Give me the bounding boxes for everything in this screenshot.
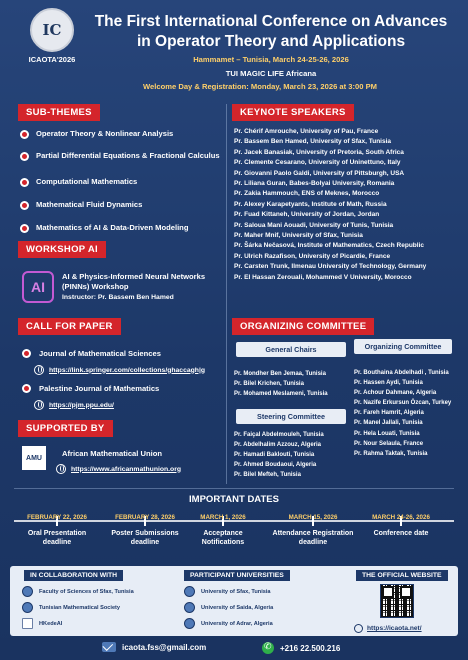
title-line-1: The First International Conference on Advances [94, 13, 448, 30]
column-divider [226, 104, 227, 484]
keynote-speaker: Pr. Jacek Banasiak, University of Pretoria, South Africa [234, 148, 404, 156]
committee-member: Pr. Rahma Taktak, Tunisia [354, 450, 428, 457]
bullet-icon [20, 130, 29, 139]
globe-icon [56, 464, 66, 474]
date-event: Conference date [373, 530, 429, 537]
committee-member: Pr. Fareh Hamrit, Algeria [354, 410, 424, 417]
journal-link[interactable]: https://pjm.ppu.edu/ [49, 401, 114, 409]
whatsapp-icon [262, 642, 274, 654]
collaborator-name: Tunisian Mathematical Society [39, 604, 121, 611]
globe-icon [34, 400, 44, 410]
website-link[interactable]: https://icaota.net/ [367, 625, 422, 632]
globe-icon [354, 624, 363, 633]
university-logo-icon [184, 586, 195, 597]
organizing-committee-label: ORGANIZING COMMITTEE [232, 318, 374, 335]
supported-by-label: SUPPORTED BY [18, 420, 113, 437]
keynote-speaker: Pr. Clemente Cesarano, University of Uninettuno, Italy [234, 159, 401, 167]
workshop-title: AI & Physics-Informed Neural Networks (PINNs) Workshop [62, 272, 206, 291]
date-value: FEBRUARY 28, 2026 [115, 514, 175, 521]
keynote-speaker: Pr. Giovanni Paolo Galdi, University of Pittsburgh, USA [234, 169, 405, 177]
neural-network-icon [22, 271, 54, 303]
amu-logo [22, 446, 46, 470]
committee-member: Pr. Bouthaina Abdelhadi , Tunisia [354, 370, 449, 376]
phone-text[interactable]: +216 22.500.216 [280, 643, 341, 653]
committee-member: Pr. Hassen Aydi, Tunisia [354, 380, 423, 387]
committee-member: Pr. Ahmed Boudaoui, Algeria [234, 462, 317, 469]
journal-link[interactable]: https://link.springer.com/collections/ghaccagh|g [49, 366, 205, 374]
committee-member: Pr. Abdelhalim Azzouz, Algeria [234, 442, 322, 449]
collaboration-label: IN COLLABORATION WITH [24, 570, 123, 581]
universities-label: PARTICIPANT UNIVERSITIES [184, 570, 290, 581]
theme-item [20, 200, 224, 210]
committee-member: Pr. Nour Selaula, France [354, 440, 424, 447]
keynote-speaker: Pr. Carsten Trunk, Ilmenau University of Technology, Germany [234, 263, 427, 271]
committee-member: Pr. Hela Louati, Tunisia [354, 430, 420, 437]
mail-icon [102, 642, 116, 652]
university-name: University of Adrar, Algeria [201, 620, 273, 627]
collaborator-name: HKedeAI [39, 620, 63, 627]
bullet-icon [20, 201, 29, 210]
footer [0, 638, 468, 660]
committee-member: Pr. Bilel Krichen, Tunisia [234, 381, 304, 388]
email-text[interactable]: icaota.fss@gmail.com [122, 642, 207, 652]
collaborator-item [22, 586, 134, 597]
steering-committee-label: Steering Committee [236, 409, 346, 424]
date-item [182, 514, 264, 547]
journal-link-row[interactable] [34, 365, 205, 375]
committee-member: Pr. Faiçal Abdelmouleh, Tunisia [234, 432, 324, 438]
amu-logo-text: AMU [26, 454, 42, 462]
keynote-speaker: Pr. Liliana Guran, Babes-Bolyai University, Romania [234, 180, 395, 188]
theme-text: Computational Mathematics [36, 177, 138, 186]
globe-icon [34, 365, 44, 375]
date-value: MARCH 24-26, 2026 [372, 514, 430, 521]
bullet-icon [20, 178, 29, 187]
committee-member: Pr. Mohamed Meslameni, Tunisia [234, 391, 328, 398]
supporter-name: African Mathematical Union [62, 449, 163, 458]
keynote-speaker: Pr. Bassem Ben Hamed, University of Sfax, Tunisia [234, 138, 392, 146]
date-value: MARCH 15, 2026 [288, 514, 338, 521]
date-item [16, 514, 98, 547]
committee-member: Pr. Achour Dahmane, Algeria [354, 390, 437, 397]
bullet-icon [20, 224, 29, 233]
bullet-icon [22, 349, 31, 358]
date-event: Attendance Registration deadline [272, 530, 354, 546]
supporter-link[interactable]: https://www.africanmathunion.org [71, 465, 182, 473]
important-dates-title: IMPORTANT DATES [189, 494, 279, 505]
university-item [184, 602, 273, 613]
call-for-paper-label: CALL FOR PAPER [18, 318, 121, 335]
date-value: FEBRUARY 22, 2026 [27, 514, 87, 521]
keynote-speaker: Pr. Šárka Nečasová, Institute of Mathematics, Czech Republic [234, 242, 425, 250]
header [0, 0, 468, 100]
university-name: University of Sfax, Tunisia [201, 588, 271, 595]
date-event: Oral Presentation deadline [27, 530, 87, 546]
bullet-icon [20, 152, 29, 161]
supporter-link-row[interactable] [56, 464, 181, 474]
university-name: University of Saida, Algeria [201, 604, 274, 611]
hkedeai-logo-icon [22, 618, 33, 629]
theme-item [20, 151, 224, 161]
keynote-speaker: Pr. Chérif Amrouche, University of Pau, France [234, 128, 379, 135]
workshop-instructor: Instructor: Pr. Bassem Ben Hamed [62, 294, 174, 301]
keynote-speaker: Pr. Maher Mnif, University of Sfax, Tunisia [234, 232, 363, 240]
theme-text: Partial Differential Equations & Fractional Calculus [36, 151, 220, 160]
keynote-speaker: Pr. Saloua Mani Aouadi, University of Tunis, Tunisia [234, 221, 394, 229]
keynote-speaker: Pr. Fuad Kittaneh, University of Jordan, Jordan [234, 211, 380, 219]
organizing-committee-pill: Organizing Committee [354, 339, 452, 354]
bullet-icon [22, 384, 31, 393]
logo-name: ICAOTA'2026 [28, 55, 76, 64]
keynote-list [234, 127, 464, 283]
date-item [272, 514, 354, 547]
qr-code[interactable] [380, 584, 414, 618]
general-chairs-label: General Chairs [236, 342, 346, 357]
university-item [184, 586, 271, 597]
university-logo-icon [184, 602, 195, 613]
journal-name: Palestine Journal of Mathematics [39, 383, 160, 393]
journal-name: Journal of Mathematical Sciences [39, 348, 161, 358]
conference-logo [30, 8, 74, 52]
workshop-label: WORKSHOP AI [18, 241, 106, 258]
organizing-members-list [354, 368, 466, 459]
keynote-label: KEYNOTE SPEAKERS [232, 104, 354, 121]
journal-link-row[interactable] [34, 400, 114, 410]
date-item [104, 514, 186, 547]
theme-item [20, 177, 224, 187]
keynote-speaker: Pr. El Hassan Zerouali, Mohammed V University, Morocco [234, 273, 412, 281]
committee-member: Pr. Bilel Mefteh, Tunisia [234, 472, 301, 479]
theme-text: Operator Theory & Nonlinear Analysis [36, 129, 174, 138]
date-value: MARCH 1, 2026 [200, 514, 246, 521]
workshop-icon-text: AI [31, 279, 45, 295]
university-item [184, 618, 273, 629]
date-event: Poster Submissions deadline [111, 530, 179, 546]
theme-item [20, 129, 224, 139]
sub-themes-label: SUB-THEMES [18, 104, 100, 121]
title-line-2: in Operator Theory and Applications [136, 33, 406, 50]
email-contact[interactable] [102, 642, 206, 652]
section-divider [14, 488, 454, 489]
welcome-registration: Welcome Day & Registration: Monday, March 23, 2026 at 3:00 PM [143, 82, 377, 91]
journal-item [22, 383, 159, 393]
logo-mark: IC [42, 21, 62, 39]
journal-item [22, 348, 161, 358]
keynote-speaker: Pr. Zakia Hammouch, ENS of Meknes, Morocco [234, 190, 380, 198]
conference-place-dates: Hammamet – Tunisia, March 24-25-26, 2026 [193, 55, 349, 64]
website-link-row[interactable] [354, 624, 422, 633]
committee-member: Pr. Mondher Ben Jemaa, Tunisia [234, 371, 326, 377]
phone-contact[interactable] [262, 642, 340, 654]
steering-committee-list [234, 430, 350, 480]
committee-member: Pr. Hamadi Baklouti, Tunisia [234, 452, 315, 459]
committee-member: Pr. Manel Jallali, Tunisia [354, 420, 423, 427]
collaborator-item [22, 618, 62, 629]
university-logo-icon [184, 618, 195, 629]
committee-member: Pr. Nazife Erkursun Özcan, Turkey [354, 400, 452, 407]
society-logo-icon [22, 602, 33, 613]
website-label: THE OFFICIAL WEBSITE [356, 570, 448, 581]
collaborator-item [22, 602, 120, 613]
keynote-speaker: Pr. Ulrich Razafison, University of Picardie, France [234, 252, 391, 260]
collaborator-name: Faculty of Sciences of Sfax, Tunisia [39, 588, 134, 595]
faculty-logo-icon [22, 586, 33, 597]
general-chairs-list [234, 369, 350, 399]
theme-text: Mathematical Fluid Dynamics [36, 200, 143, 209]
conference-venue: TUI MAGIC LIFE Africana [225, 69, 317, 78]
date-item [360, 514, 442, 538]
date-event: Acceptance Notifications [201, 530, 245, 546]
keynote-speaker: Pr. Alexey Karapetyants, Institute of Math, Russia [234, 200, 387, 208]
conference-title [86, 12, 456, 52]
theme-item [20, 223, 224, 233]
theme-text: Mathematics of AI & Data-Driven Modeling [36, 223, 189, 232]
